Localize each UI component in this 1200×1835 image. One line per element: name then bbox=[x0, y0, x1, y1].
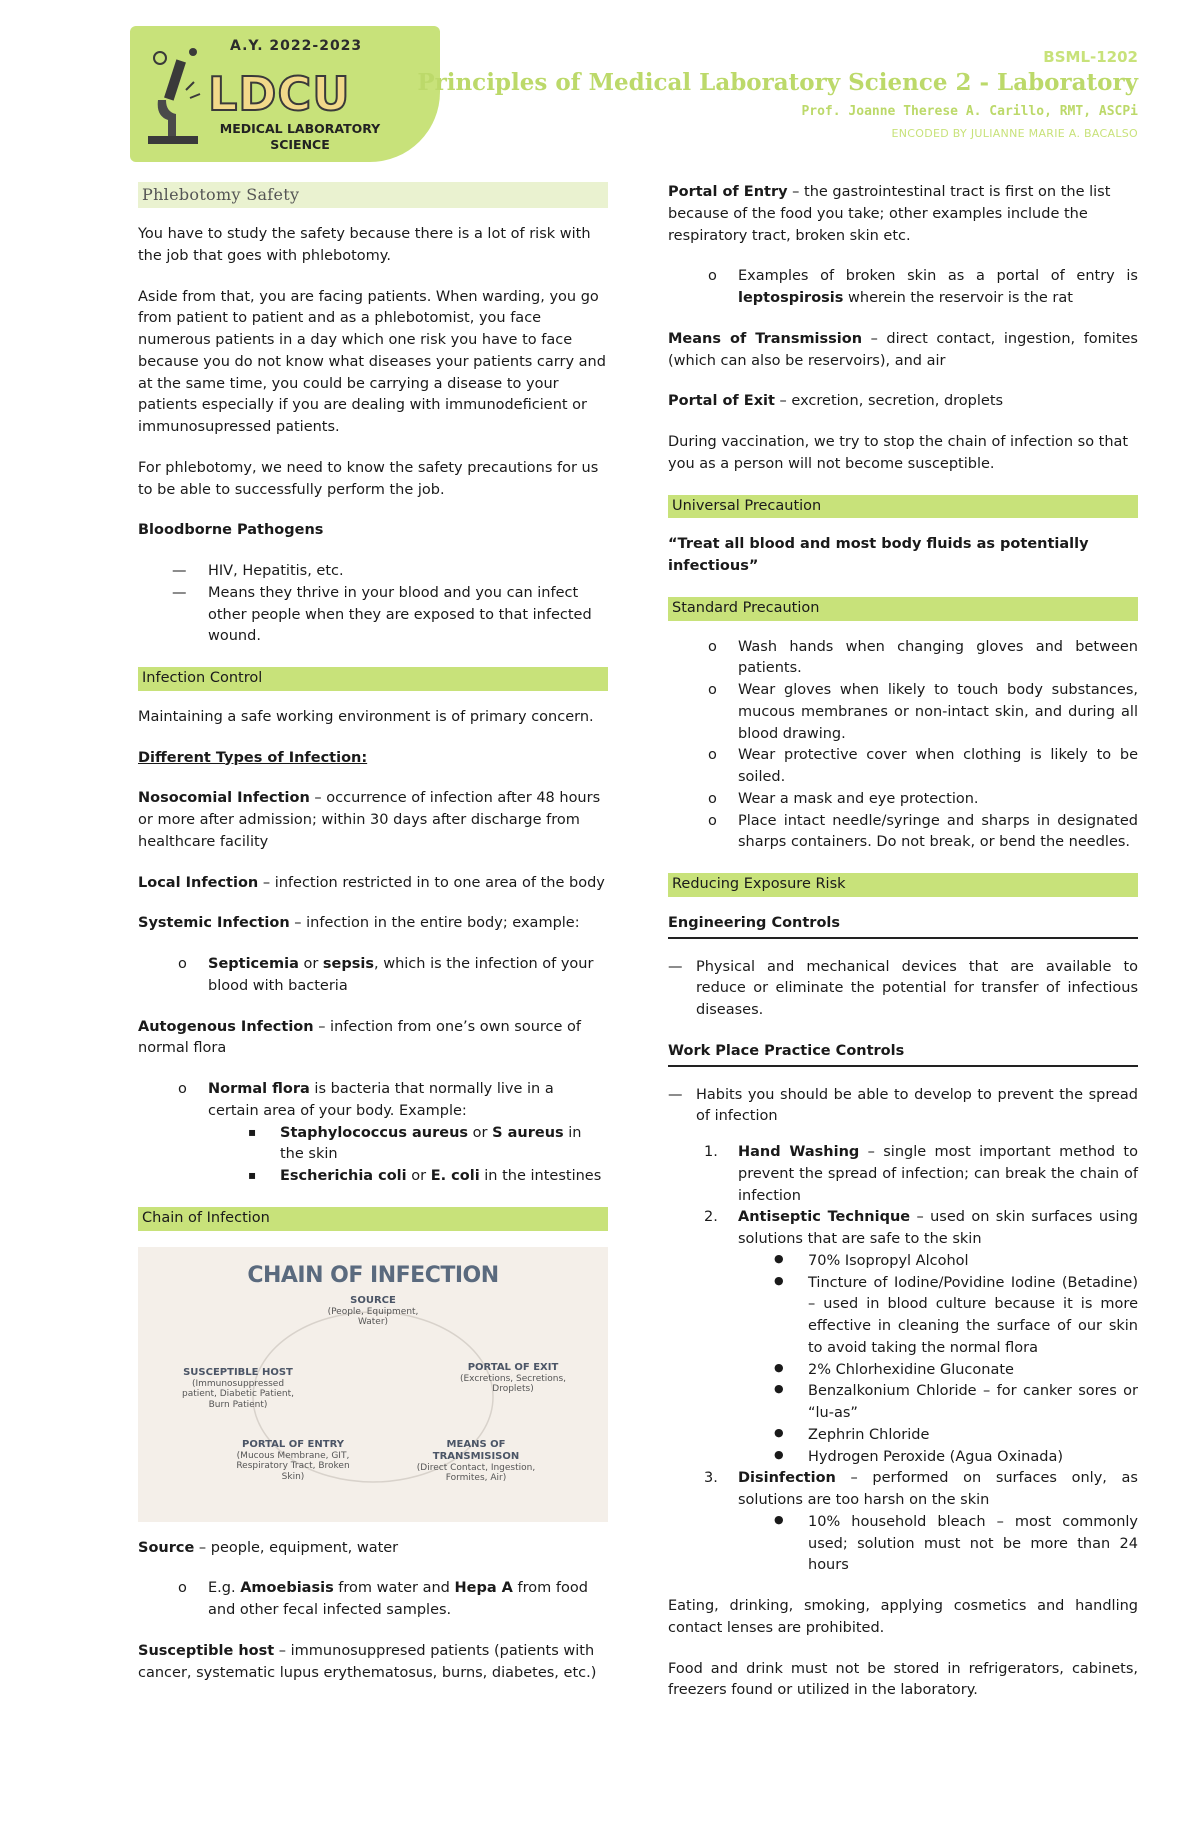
section-chain-of-infection: Chain of Infection bbox=[138, 1207, 608, 1231]
list-item: o Septicemia or sepsis, which is the infection of your blood with bacteria bbox=[138, 954, 608, 998]
subheading-types: Different Types of Infection: bbox=[138, 749, 368, 766]
definition-systemic: Systemic Infection – infection in the entire body; example: bbox=[138, 915, 580, 932]
entry-list bbox=[668, 266, 1138, 310]
flora-examples bbox=[138, 1123, 608, 1188]
antiseptic-list bbox=[668, 1251, 1138, 1469]
paragraph: Food and drink must not be stored in refrigerators, cabinets, freezers found or utilized in the laboratory. bbox=[668, 1660, 1138, 1699]
list-item: 3. Disinfection – performed on surfaces only, as solutions are too harsh on the skin ● 10% household bleach – most commonly used; solution must not be more than 24 hours bbox=[668, 1468, 1138, 1577]
definition-autogenous: Autogenous Infection – infection from one’s own source of normal flora bbox=[138, 1018, 582, 1057]
logo-wordmark: LDCU bbox=[208, 67, 351, 121]
paragraph: For phlebotomy, we need to know the safety precautions for us to be able to successfully perform the job. bbox=[138, 459, 599, 498]
list-item: o Wear gloves when likely to touch body substances, mucous membranes or non-intact skin, and during all blood drawing. bbox=[668, 680, 1138, 745]
paragraph: You have to study the safety because there is a lot of risk with the job that goes with phlebotomy. bbox=[138, 226, 591, 264]
list-item: o Wear a mask and eye protection. bbox=[668, 789, 1138, 811]
list-item: o Place intact needle/syringe and sharps in designated sharps containers. Do not break, or bend the needles. bbox=[668, 811, 1138, 855]
list-item: — Physical and mechanical devices that are available to reduce or eliminate the potential for transfer of infectious diseases. bbox=[668, 957, 1138, 1022]
chain-node-exit: PORTAL OF EXIT (Excretions, Secretions, Droplets) bbox=[459, 1361, 567, 1395]
definition-portal-entry: Portal of Entry – the gastrointestinal tract is first on the list because of the food you take; other examples include the respiratory tract, broken skin etc. bbox=[668, 184, 1111, 244]
list-item: ● Hydrogen Peroxide (Agua Oxinada) bbox=[668, 1447, 1138, 1469]
flora-list bbox=[138, 1079, 608, 1188]
disinfection-list bbox=[668, 1512, 1138, 1577]
list-item: — Habits you should be able to develop to prevent the spread of infection bbox=[668, 1085, 1138, 1129]
definition-nosocomial: Nosocomial Infection – occurrence of infection after 48 hours or more after admission; within 30 days after discharge from healthcare facility bbox=[138, 790, 601, 850]
list-item: o Normal flora is bacteria that normally live in a certain area of your body. Example: ▪ Staphylococcus aureus or S aureus in the skin ▪ Escherichia coli or E. coli in the intestines bbox=[138, 1079, 608, 1188]
subheading-workplace: Work Place Practice Controls bbox=[668, 1041, 1138, 1067]
list-item: 1. Hand Washing – single most important method to prevent the spread of infection; can break the chain of infection bbox=[704, 1144, 1138, 1204]
list-item: ● Zephrin Chloride bbox=[668, 1425, 1138, 1447]
microscope-icon bbox=[138, 40, 208, 150]
paragraph: Aside from that, you are facing patients. When warding, you go from patient to patient and as a phlebotomist, you face numerous patients in a day which one risk you have to face because you do not know what diseases your patients carry and at the same time, you could be carrying a disease to your patients especially if you are dealing with immunodeficient or immunosupressed patients. bbox=[138, 288, 606, 435]
list-item: o Wash hands when changing gloves and between patients. bbox=[668, 637, 1138, 681]
left-column bbox=[138, 182, 608, 1703]
section-reducing-exposure: Reducing Exposure Risk bbox=[668, 873, 1138, 897]
definition-means: Means of Transmission – direct contact, ingestion, fomites (which can also be reservoirs), and air bbox=[668, 330, 1138, 369]
academic-year: A.Y. 2022-2023 bbox=[230, 38, 363, 54]
chain-title: CHAIN OF INFECTION bbox=[247, 1262, 499, 1288]
systemic-list bbox=[138, 954, 608, 998]
professor: Prof. Joanne Therese A. Carillo, RMT, ASCPi bbox=[801, 104, 1138, 119]
list-item: ● 70% Isopropyl Alcohol bbox=[668, 1251, 1138, 1273]
list-item: — Means they thrive in your blood and you can infect other people when they are exposed to that infected wound. bbox=[138, 583, 608, 648]
encoder-credit: ENCODED BY JULIANNE MARIE A. BACALSO bbox=[891, 127, 1138, 140]
list-item: 2. Antiseptic Technique – used on skin surfaces using solutions that are safe to the skin ● 70% Isopropyl Alcohol ● Tincture of Iodine/Povidine Iodine (Betadine) – used in blood culture because it is more effective in cleaning the surface of our skin to avoid taking the normal flora ● 2% Chlorhexidine Gluconate ● Benzalkonium Chloride – for canker sores or “lu-as” ● Zephrin Chloride ● Hydrogen Peroxide (Agua Oxinada) bbox=[668, 1207, 1138, 1468]
list-item: ● 2% Chlorhexidine Gluconate bbox=[668, 1360, 1138, 1382]
section-infection-control: Infection Control bbox=[138, 667, 608, 691]
logo-subtitle: MEDICAL LABORATORY SCIENCE bbox=[219, 121, 381, 152]
paragraph: Eating, drinking, smoking, applying cosmetics and handling contact lenses are prohibited. bbox=[668, 1598, 1138, 1636]
workplace-list bbox=[668, 1085, 1138, 1129]
section-standard-precaution: Standard Precaution bbox=[668, 597, 1138, 621]
definition-susceptible-host: Susceptible host – immunosuppresed patients (patients with cancer, systematic lupus erythematosus, burns, diabetes, etc.) bbox=[138, 1642, 597, 1681]
list-item: o Examples of broken skin as a portal of entry is leptospirosis wherein the reservoir is the rat bbox=[668, 266, 1138, 310]
list-item: ● Tincture of Iodine/Povidine Iodine (Betadine) – used in blood culture because it is more effective in cleaning the surface of our skin to avoid taking the normal flora bbox=[668, 1273, 1138, 1360]
definition-portal-exit: Portal of Exit – excretion, secretion, droplets bbox=[668, 393, 1004, 410]
list-item: o Wear protective cover when clothing is likely to be soiled. bbox=[668, 745, 1138, 789]
chain-of-infection-image bbox=[138, 1247, 608, 1522]
subheading-engineering: Engineering Controls bbox=[668, 913, 1138, 939]
subheading-bloodborne: Bloodborne Pathogens bbox=[138, 522, 324, 539]
standard-list bbox=[668, 637, 1138, 855]
ldcu-logo bbox=[130, 26, 440, 162]
definition-source: Source – people, equipment, water bbox=[138, 1539, 399, 1556]
chain-node-source: SOURCE (People, Equipment, Water) bbox=[327, 1294, 419, 1328]
chain-node-entry: PORTAL OF ENTRY (Mucous Membrane, GIT, Respiratory Tract, Broken Skin) bbox=[236, 1438, 350, 1483]
list-item: — HIV, Hepatitis, etc. bbox=[138, 561, 608, 583]
chain-node-host: SUSCEPTIBLE HOST (Immunosuppressed patient, Diabetic Patient, Burn Patient) bbox=[182, 1366, 294, 1411]
engineering-list bbox=[668, 957, 1138, 1022]
course-title: Principles of Medical Laboratory Science 2 - Laboratory bbox=[417, 69, 1138, 96]
workplace-steps bbox=[668, 1142, 1138, 1577]
list-item: o E.g. Amoebiasis from water and Hepa A from food and other fecal infected samples. bbox=[138, 1578, 608, 1622]
chain-node-means: MEANS OF TRANSMISISON (Direct Contact, Ingestion, Formites, Air) bbox=[416, 1438, 536, 1484]
paragraph: During vaccination, we try to stop the chain of infection so that you as a person will not become susceptible. bbox=[668, 434, 1129, 472]
section-phlebotomy-safety: Phlebotomy Safety bbox=[138, 182, 608, 208]
list-item: ● 10% household bleach – most commonly used; solution must not be more than 24 hours bbox=[668, 1512, 1138, 1577]
definition-local: Local Infection – infection restricted in to one area of the body bbox=[138, 874, 605, 891]
list-item: ▪ Escherichia coli or E. coli in the intestines bbox=[138, 1166, 608, 1188]
source-list bbox=[138, 1578, 608, 1622]
list-item: ● Benzalkonium Chloride – for canker sores or “lu-as” bbox=[668, 1381, 1138, 1425]
section-universal-precaution: Universal Precaution bbox=[668, 495, 1138, 519]
universal-quote: “Treat all blood and most body fluids as potentially infectious” bbox=[668, 536, 1089, 574]
paragraph: Maintaining a safe working environment is of primary concern. bbox=[138, 708, 594, 725]
bloodborne-list bbox=[138, 561, 608, 648]
list-item: ▪ Staphylococcus aureus or S aureus in the skin bbox=[138, 1123, 608, 1167]
right-column bbox=[668, 182, 1138, 1721]
course-code: BSML-1202 bbox=[1043, 48, 1138, 66]
